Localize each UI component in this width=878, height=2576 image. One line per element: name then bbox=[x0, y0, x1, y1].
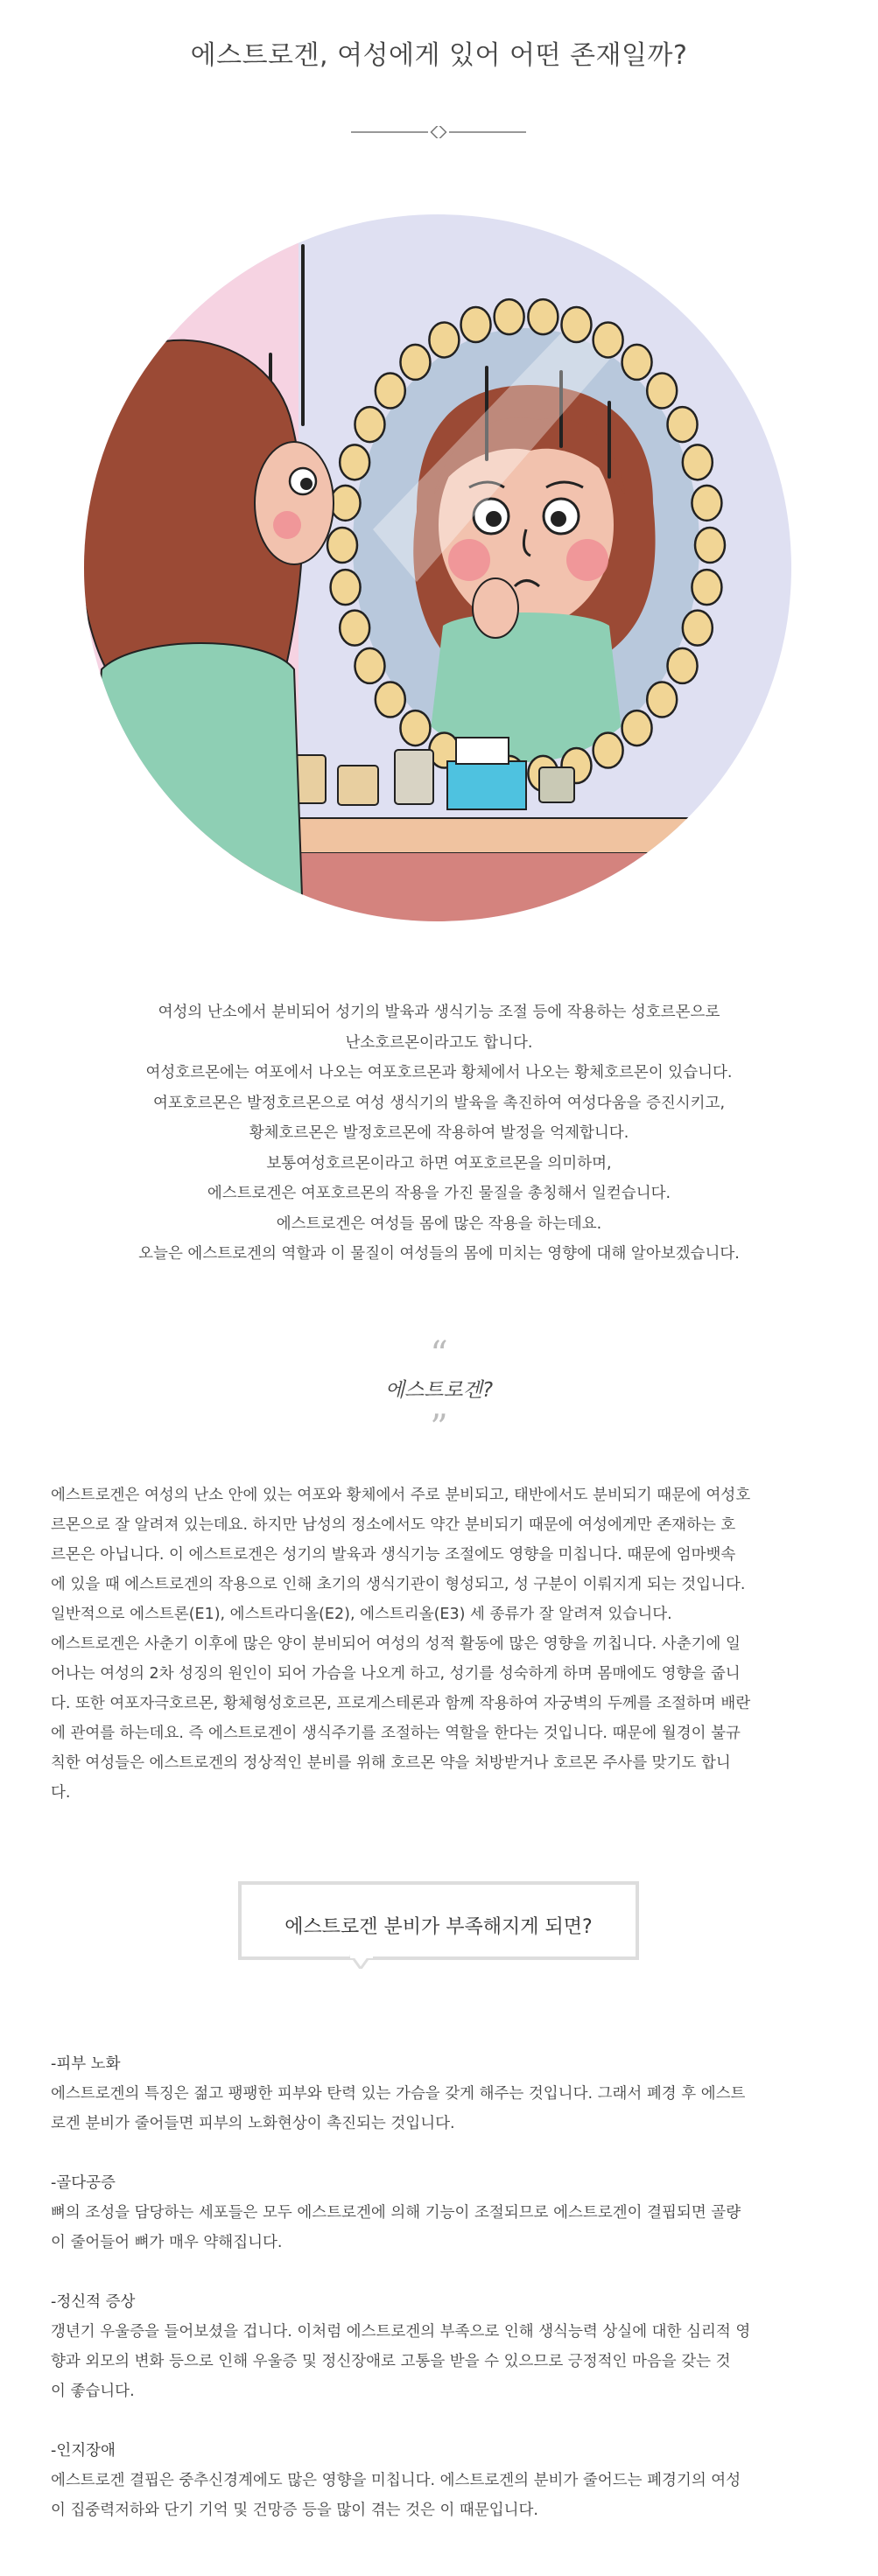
body-line: 에 있을 때 에스트로겐의 작용으로 인해 초기의 생식기관이 형성되고, 성 구분이 이뤄지게 되는 것입니다. bbox=[51, 1576, 746, 1593]
mirror-bead bbox=[400, 345, 430, 380]
intro-line: 황체호르몬은 발정호르몬에 작용하여 발정을 억제합니다. bbox=[249, 1124, 629, 1142]
section-cognitive-impairment bbox=[51, 2436, 828, 2525]
mirror-bead bbox=[622, 345, 652, 380]
mirror-bead bbox=[668, 648, 698, 683]
speech-bubble-text: 에스트로겐 분비가 부족해지게 되면? bbox=[284, 1916, 593, 1938]
woman-mirror-illustration bbox=[84, 214, 791, 921]
mirror-bead bbox=[594, 733, 623, 768]
mirror-bead bbox=[331, 570, 361, 605]
mirror-bead bbox=[331, 486, 361, 521]
mirror-bead bbox=[683, 611, 713, 646]
mirror-bead bbox=[692, 570, 721, 605]
section-line: 로겐 분비가 줄어들면 피부의 노화현상이 촉진되는 것입니다. bbox=[51, 2115, 455, 2132]
body-paragraph bbox=[51, 1480, 828, 1808]
mirror-bead bbox=[622, 710, 652, 746]
body-line: 칙한 여성들은 에스트로겐의 정상적인 분비를 위해 호르몬 약을 처방받거나 호르몬 주사를 맞기도 합니 bbox=[51, 1754, 731, 1772]
section-head: -피부 노화 bbox=[51, 2055, 121, 2073]
mirror-bead bbox=[561, 307, 591, 342]
title-divider bbox=[351, 126, 526, 138]
section-line: 이 줄어들어 뼈가 매우 약해집니다. bbox=[51, 2234, 283, 2251]
body-line: 에스트로겐은 사춘기 이후에 많은 양이 분비되어 여성의 성적 활동에 많은 영향을 끼칩니다. 사춘기에 일 bbox=[51, 1635, 741, 1653]
body-line: 르몬은 아닙니다. 이 에스트로겐은 성기의 발육과 생식기능 조절에도 영향을 미칩니다. 때문에 엄마뱃속 bbox=[51, 1546, 736, 1564]
body-line: 에 관여를 하는데요. 즉 에스트로겐이 생식주기를 조절하는 역할을 한다는 것입니다. 때문에 월경이 불규 bbox=[51, 1725, 741, 1742]
mirror-bead bbox=[695, 528, 725, 563]
mirror-bead bbox=[692, 486, 721, 521]
section-osteoporosis bbox=[51, 2168, 828, 2258]
intro-line: 오늘은 에스트로겐의 역할과 이 물질이 여성들의 몸에 미치는 영향에 대해 알아보겠습니다. bbox=[138, 1245, 740, 1263]
intro-line: 에스트로겐은 여성들 몸에 많은 작용을 하는데요. bbox=[276, 1214, 602, 1233]
body-line: 다. 또한 여포자극호르몬, 황체형성호르몬, 프로게스테론과 함께 작용하여 자궁벽의 두께를 조절하며 배란 bbox=[51, 1695, 751, 1712]
mirror-bead bbox=[355, 407, 384, 442]
intro-line: 여성의 난소에서 분비되어 성기의 발육과 생식기능 조절 등에 작용하는 성호르몬으로 bbox=[158, 1004, 720, 1021]
mirror-bead bbox=[461, 307, 491, 342]
section-line: 이 집중력저하와 단기 기억 및 건망증 등을 많이 겪는 것은 이 때문입니다. bbox=[51, 2502, 538, 2519]
intro-line: 에스트로겐은 여포호르몬의 작용을 가진 물질을 총칭해서 일컫습니다. bbox=[207, 1185, 671, 1202]
mirror-bead bbox=[647, 682, 677, 718]
section-line: 뼈의 조성을 담당하는 세포들은 모두 에스트로겐에 의해 기능이 조절되므로 에스트로겐이 결핍되면 골량 bbox=[51, 2204, 741, 2222]
mirror-bead bbox=[429, 322, 459, 357]
section-head: -인지장애 bbox=[51, 2442, 116, 2460]
mirror-bead bbox=[355, 648, 384, 683]
body-line: 르몬으로 잘 알려져 있는데요. 하지만 남성의 정소에서도 약간 분비되기 때문에 여성에게만 존재하는 호 bbox=[51, 1516, 736, 1534]
mirror-bead bbox=[528, 299, 558, 334]
mirror-bead bbox=[495, 299, 524, 334]
section-mental-symptoms bbox=[51, 2287, 828, 2406]
body-line: 일반적으로 에스트론(E1), 에스트라디올(E2), 에스트리올(E3) 세 종류가 잘 알려져 있습니다. bbox=[51, 1606, 672, 1623]
section-line: 이 좋습니다. bbox=[51, 2383, 135, 2400]
section-line: 에스트로겐 결핍은 중추신경계에도 많은 영향을 미칩니다. 에스트로겐의 분비가 줄어드는 폐경기의 여성 bbox=[51, 2472, 741, 2489]
section-line: 향과 외모의 변화 등으로 인해 우울증 및 정신장애로 고통을 받을 수 있으므로 긍정적인 마음을 갖는 것 bbox=[51, 2353, 731, 2370]
section-heading: 에스트로겐? bbox=[384, 1379, 494, 1402]
section-line: 에스트로겐의 특징은 젊고 팽팽한 피부와 탄력 있는 가슴을 갖게 해주는 것입니다. 그래서 폐경 후 에스트 bbox=[51, 2085, 746, 2103]
section-line: 갱년기 우울증을 들어보셨을 겁니다. 이처럼 에스트로겐의 부족으로 인해 생식능력 상실에 대한 심리적 영 bbox=[51, 2323, 751, 2341]
intro-line: 난소호르몬이라고도 합니다. bbox=[345, 1033, 533, 1052]
mirror-bead bbox=[594, 322, 623, 357]
section-skin-aging bbox=[51, 2049, 828, 2138]
mirror-bead bbox=[647, 373, 677, 408]
section-head: -정신적 증상 bbox=[51, 2293, 136, 2311]
mirror-bead bbox=[327, 528, 357, 563]
intro-line: 보통여성호르몬이라고 하면 여포호르몬을 의미하며, bbox=[266, 1154, 612, 1172]
open-quote-mark: “ bbox=[430, 1334, 448, 1375]
intro-line: 여성호르몬에는 여포에서 나오는 여포호르몬과 황체에서 나오는 황체호르몬이 있습니다. bbox=[145, 1064, 733, 1082]
intro-line: 여포호르몬은 발정호르몬으로 여성 생식기의 발육을 촉진하여 여성다움을 증진시키고, bbox=[152, 1094, 726, 1112]
mirror-bead bbox=[340, 611, 369, 646]
section-head: -골다공증 bbox=[51, 2174, 116, 2192]
mirror-bead bbox=[376, 682, 405, 718]
mirror-bead bbox=[668, 407, 698, 442]
body-line: 어나는 여성의 2차 성징의 원인이 되어 가슴을 나오게 하고, 성기를 성숙하게 하며 몸매에도 영향을 줍니 bbox=[51, 1665, 741, 1683]
close-quote-mark: ” bbox=[430, 1408, 448, 1448]
page-title: 에스트로겐, 여성에게 있어 어떤 존재일까? bbox=[190, 40, 688, 71]
body-line: 다. bbox=[51, 1784, 71, 1802]
body-line: 에스트로겐은 여성의 난소 안에 있는 여포와 황체에서 주로 분비되고, 태반에서도 분비되기 때문에 여성호 bbox=[51, 1487, 751, 1504]
mirror-bead bbox=[340, 444, 369, 480]
mirror-bead bbox=[376, 373, 405, 408]
intro-paragraph bbox=[53, 998, 825, 1270]
mirror-bead bbox=[400, 710, 430, 746]
mirror-bead bbox=[683, 444, 713, 480]
